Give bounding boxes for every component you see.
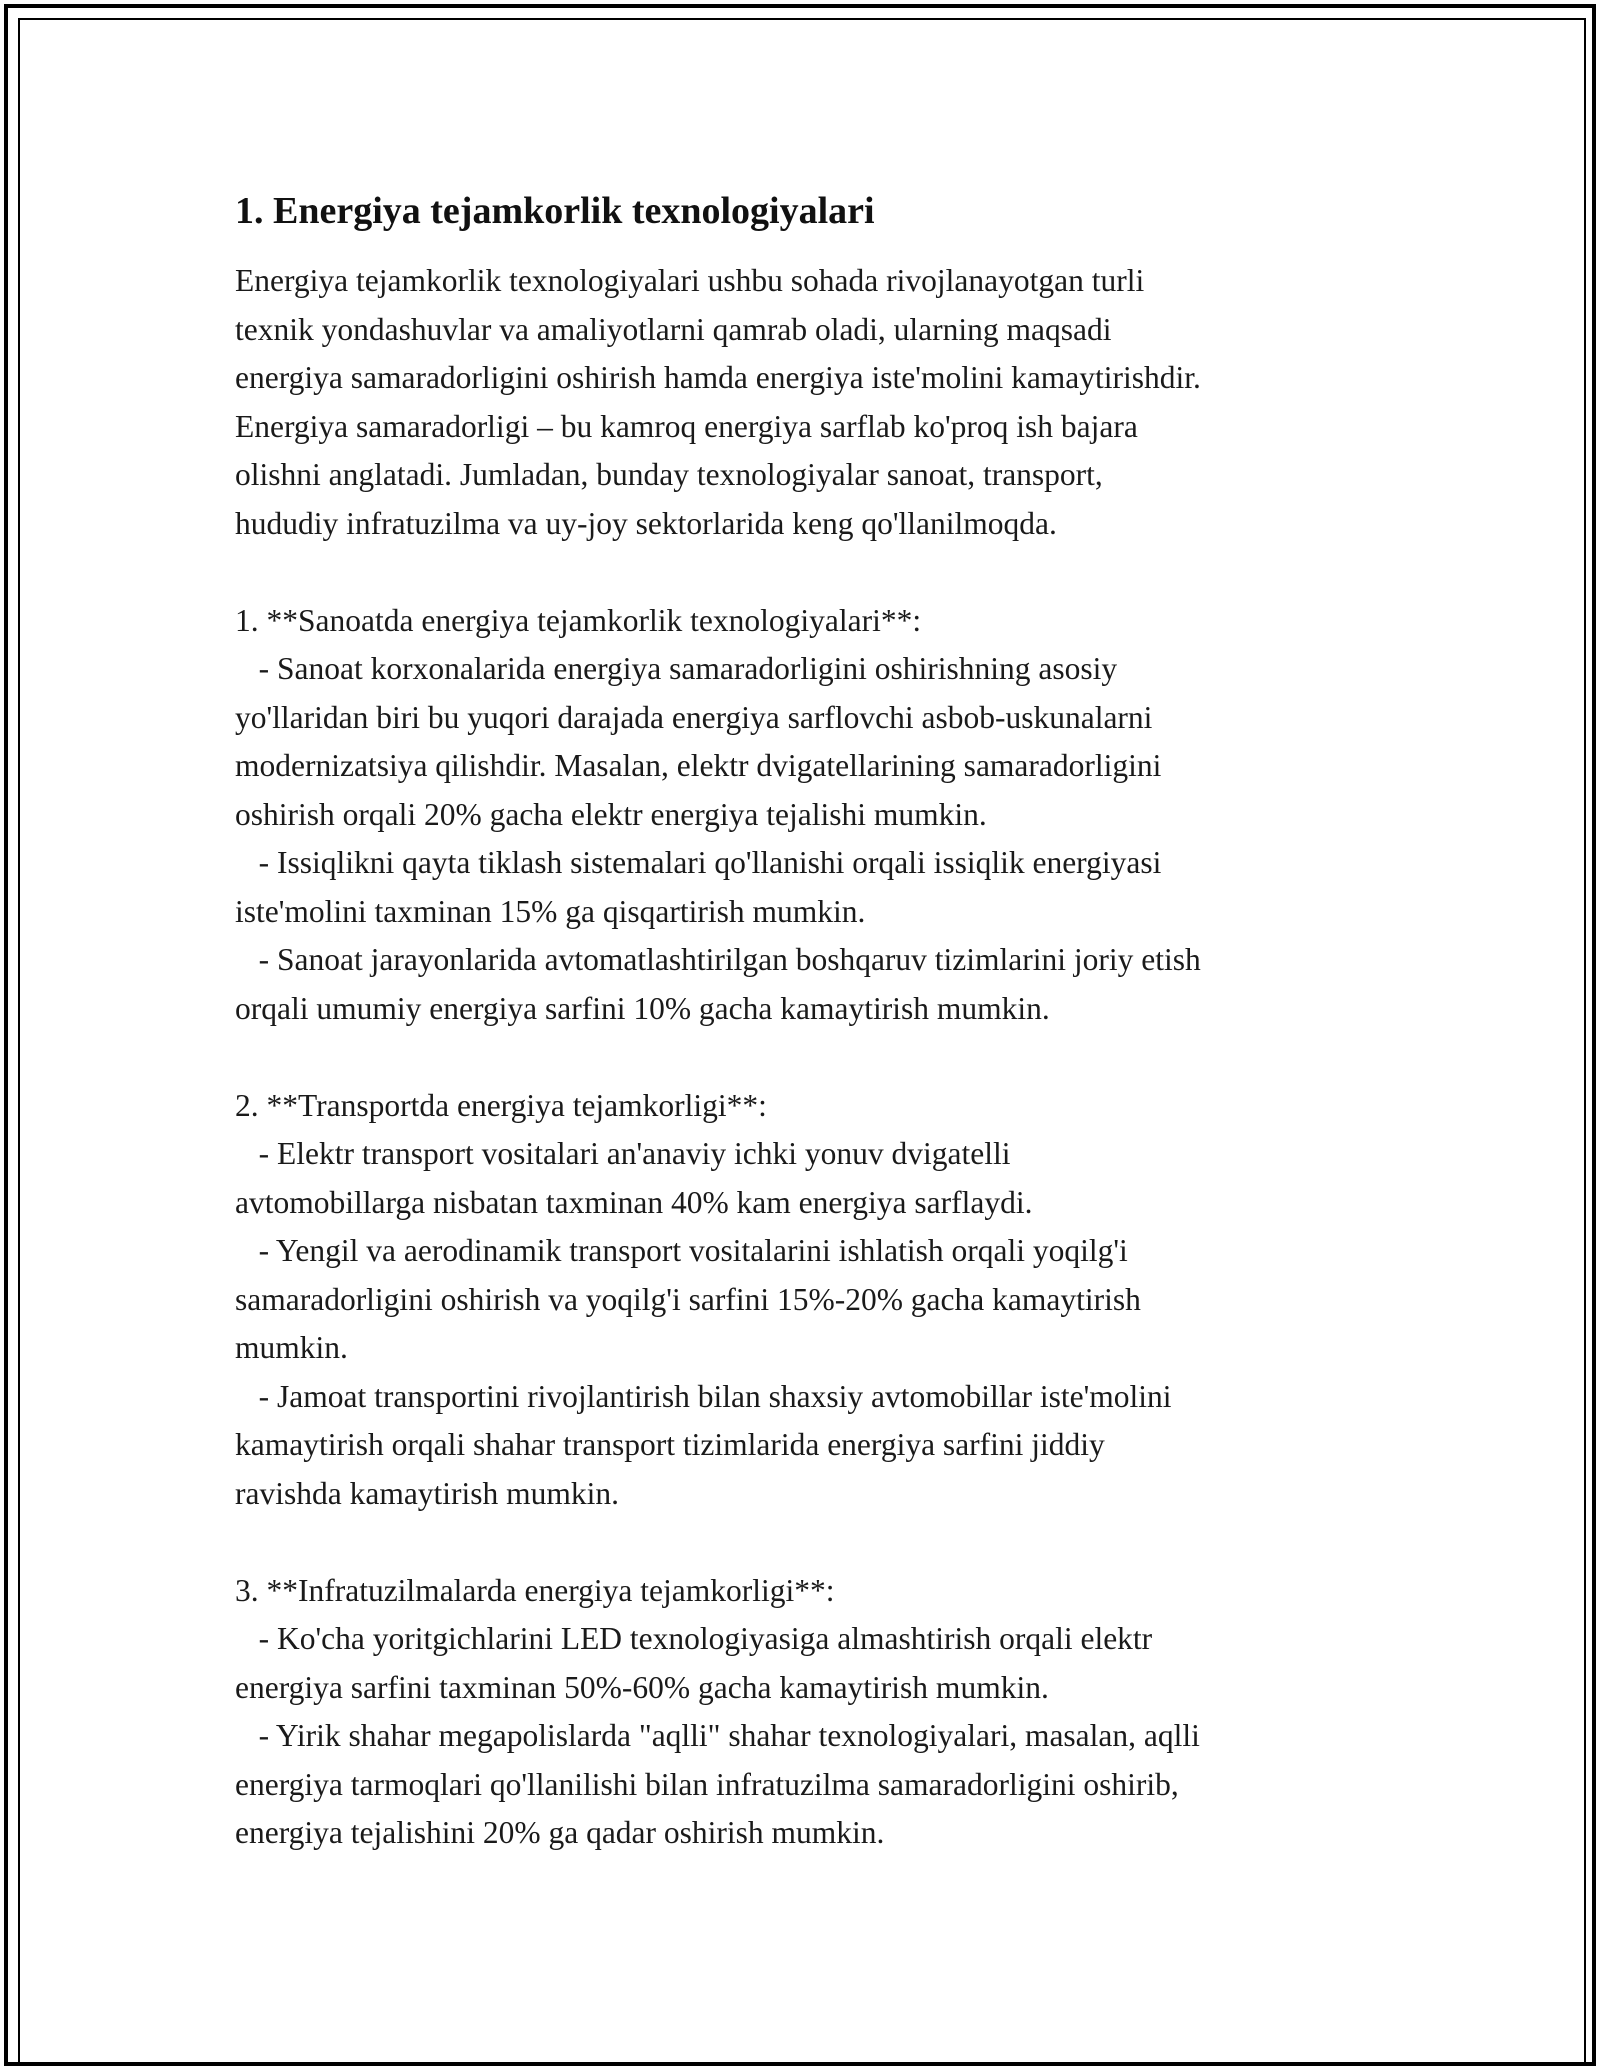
- section-title: 1. Energiya tejamkorlik texnologiyalari: [235, 190, 875, 232]
- section-body: Energiya tejamkorlik texnologiyalari ushbu sohada rivojlanayotgan turli texnik yondashuvlar va amaliyotlarni qamrab oladi, ularning maqsadi energiya samaradorligini oshirish hamda energiya iste'molini kamaytirishdir. Energiya samaradorligi – bu kamroq energiya sarflab ko'proq ish bajara olishni anglatadi. Jumladan, bunday texnologiyalar sanoat, transport, hududiy infratuzilma va uy-joy sektorlarida keng qo'llanilmoqda. 1. **Sanoatda energiya tejamkorlik texnologiyalari**: - Sanoat korxonalarida energiya samaradorligini oshirishning asosiy yo'llaridan biri bu yuqori darajada energiya sarflovchi asbob-uskunalarni modernizatsiya qilishdir. Masalan, elektr dvigatellarining samaradorligini oshirish orqali 20% gacha elektr energiya tejalishi mumkin. - Issiqlikni qayta tiklash sistemalari qo'llanishi orqali issiqlik energiyasi iste'molini taxminan 15% ga qisqartirish mumkin. - Sanoat jarayonlarida avtomatlashtirilgan boshqaruv tizimlarini joriy etish orqali umumiy energiya sarfini 10% gacha kamaytirish mumkin. 2. **Transportda energiya tejamkorligi**: - Elektr transport vositalari an'anaviy ichki yonuv dvigatelli avtomobillarga nisbatan taxminan 40% kam energiya sarflaydi. - Yengil va aerodinamik transport vositalarini ishlatish orqali yoqilg'i samaradorligini oshirish va yoqilg'i sarfini 15%-20% gacha kamaytirish mumkin. - Jamoat transportini rivojlantirish bilan shaxsiy avtomobillar iste'molini kamaytirish orqali shahar transport tizimlarida energiya sarfini jiddiy ravishda kamaytirish mumkin. 3. **Infratuzilmalarda energiya tejamkorligi**: - Ko'cha yoritgichlarini LED texnologiyasiga almashtirish orqali elektr energiya sarfini taxminan 50%-60% gacha kamaytirish mumkin. - Yirik shahar megapolislarda "aqlli" shahar texnologiyalari, masalan, aqlli energiya tarmoqlari qo'llanilishi bilan infratuzilma samaradorligini oshirib, energiya tejalishini 20% ga qadar oshirish mumkin.: [235, 263, 1201, 1850]
- document-content: [235, 185, 1375, 1858]
